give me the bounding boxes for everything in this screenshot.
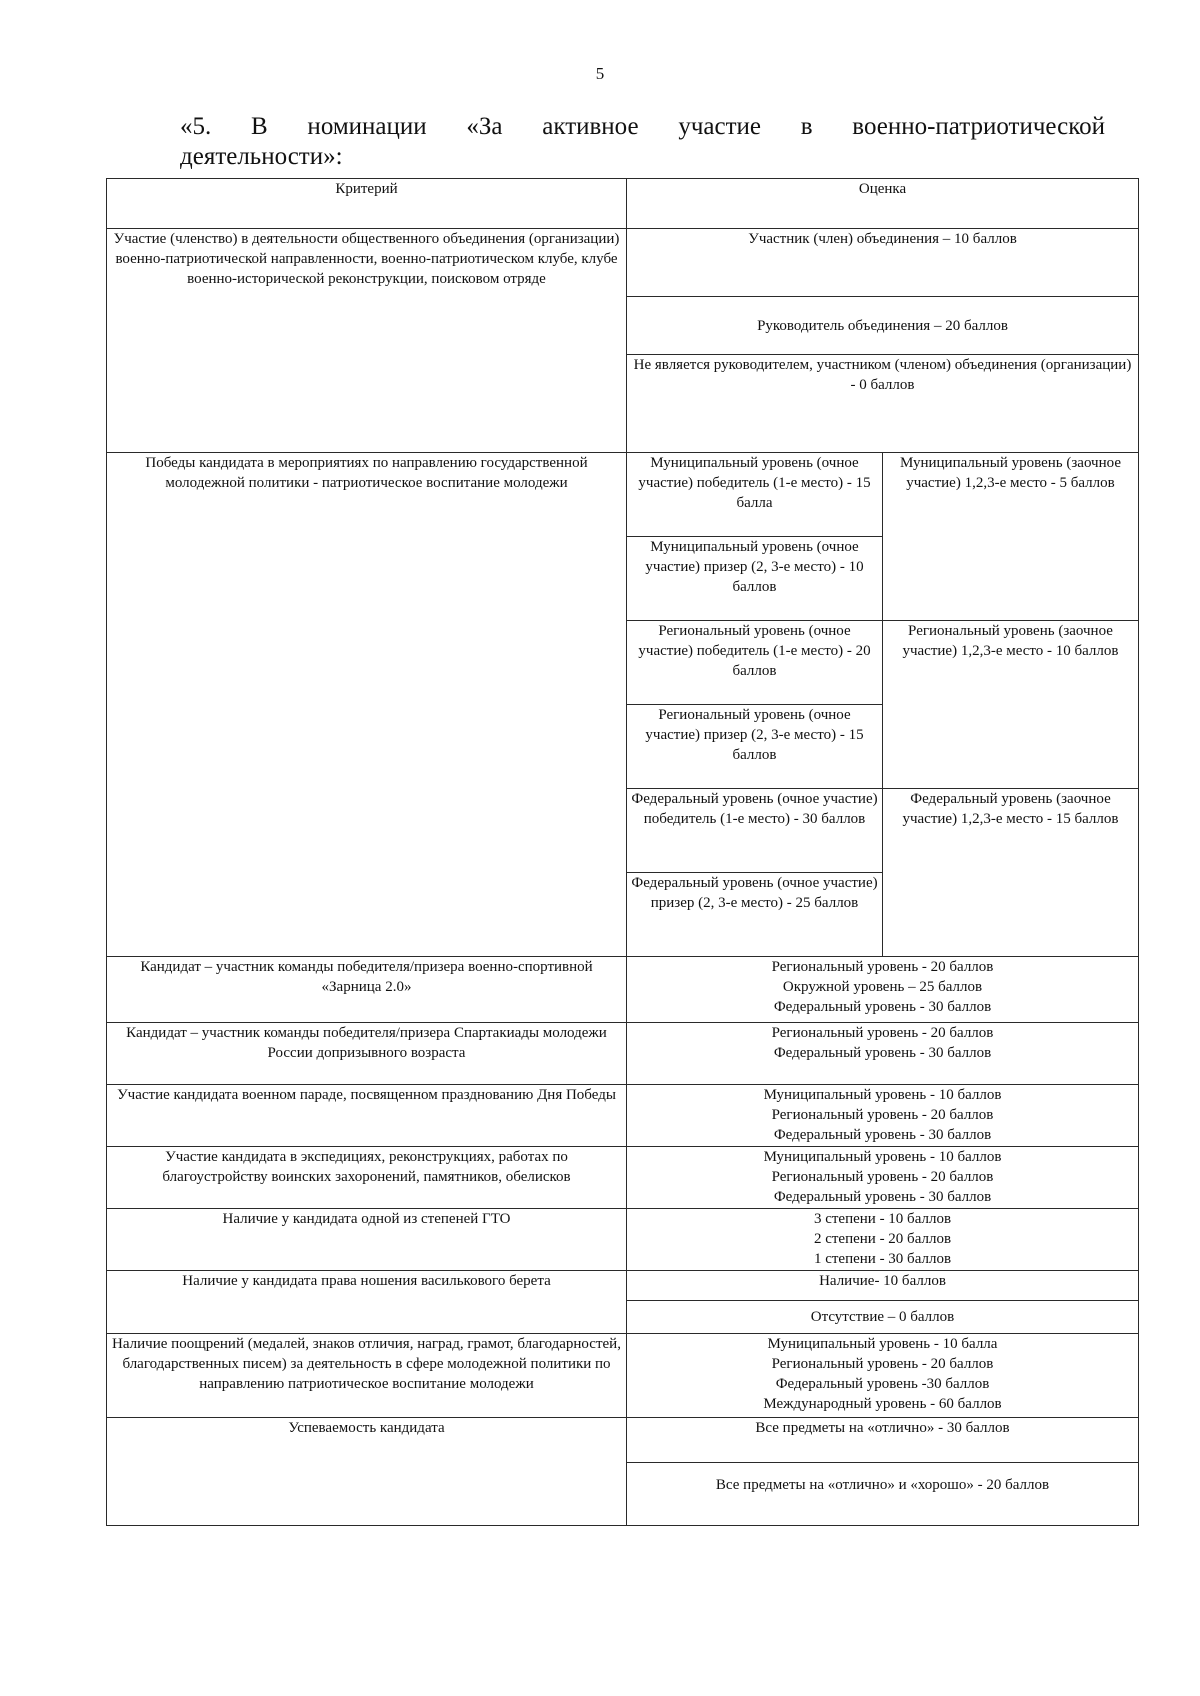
col-header-criterion: Критерий: [107, 179, 627, 229]
page-number: 5: [595, 64, 605, 83]
score-list-spartakiada: [627, 1023, 1139, 1085]
criterion-membership: Участие (членство) в деятельности общественного объединения (организации) военно-патриотической направленности, военно-патриотическом клубе, клубе военно-исторической реконструкции, поисковом отряде: [107, 229, 627, 453]
criterion-awards: Наличие поощрений (медалей, знаков отличия, наград, грамот, благодарностей, благодарственных писем) за деятельность в сфере молодежной политики по направлению патриотическое воспитание молодежи: [107, 1334, 627, 1418]
criterion-youth-policy-wins: Победы кандидата в мероприятиях по направлению государственной молодежной политики - патриотическое воспитание молодежи: [107, 453, 627, 957]
score-federal-zaochno: Федеральный уровень (заочное участие) 1,2,3-е место - 15 баллов: [883, 789, 1139, 957]
score-list-expeditions: [627, 1147, 1139, 1209]
score-line: Региональный уровень - 20 баллов: [771, 1169, 994, 1185]
score-line: Муниципальный уровень - 10 балла: [767, 1336, 998, 1352]
criteria-table: [106, 178, 1139, 1526]
score-list-zarnitsa: [627, 957, 1139, 1023]
score-line: Региональный уровень - 20 баллов: [771, 1107, 994, 1123]
score-beret-yes: Наличие- 10 баллов: [627, 1271, 1139, 1301]
score-grades-excellent: Все предметы на «отлично» - 30 баллов: [627, 1418, 1139, 1463]
criterion-parade: Участие кандидата военном параде, посвященном празднованию Дня Победы: [107, 1085, 627, 1147]
section-heading: [180, 112, 1105, 172]
score-regional-ochno-prize: Региональный уровень (очное участие) призер (2, 3-е место) - 15 баллов: [627, 705, 883, 789]
score-line: Федеральный уровень - 30 баллов: [773, 1045, 992, 1061]
criterion-beret: Наличие у кандидата права ношения василькового берета: [107, 1271, 627, 1334]
score-line: Окружной уровень – 25 баллов: [782, 979, 983, 995]
score-member: Участник (член) объединения – 10 баллов: [627, 229, 1139, 297]
score-regional-zaochno: Региональный уровень (заочное участие) 1,2,3-е место - 10 баллов: [883, 621, 1139, 789]
score-line: Федеральный уровень - 30 баллов: [773, 1189, 992, 1205]
score-regional-ochno-winner: Региональный уровень (очное участие) победитель (1-е место) - 20 баллов: [627, 621, 883, 705]
score-beret-no: Отсутствие – 0 баллов: [627, 1301, 1139, 1334]
score-line: Региональный уровень - 20 баллов: [771, 959, 994, 975]
heading-line-1: «5. В номинации «За активное участие в военно-патриотической: [180, 113, 1105, 140]
score-list-gto: [627, 1209, 1139, 1271]
criterion-gto: Наличие у кандидата одной из степеней ГТО: [107, 1209, 627, 1271]
score-grades-good: Все предметы на «отлично» и «хорошо» - 20 баллов: [627, 1463, 1139, 1526]
score-line: Региональный уровень - 20 баллов: [771, 1025, 994, 1041]
score-line: Муниципальный уровень - 10 баллов: [763, 1087, 1002, 1103]
score-line: Муниципальный уровень - 10 баллов: [763, 1149, 1002, 1165]
score-municipal-ochno-prize: Муниципальный уровень (очное участие) призер (2, 3-е место) - 10 баллов: [627, 537, 883, 621]
score-line: 2 степени - 20 баллов: [813, 1231, 952, 1247]
criterion-expeditions: Участие кандидата в экспедициях, реконструкциях, работах по благоустройству воинских захоронений, памятников, обелисков: [107, 1147, 627, 1209]
score-list-parade: [627, 1085, 1139, 1147]
criterion-spartakiada: Кандидат – участник команды победителя/призера Спартакиады молодежи России допризывного возраста: [107, 1023, 627, 1085]
criterion-grades: Успеваемость кандидата: [107, 1418, 627, 1526]
score-municipal-ochno-winner: Муниципальный уровень (очное участие) победитель (1-е место) - 15 балла: [627, 453, 883, 537]
col-header-score: Оценка: [627, 179, 1139, 229]
score-line: Региональный уровень - 20 баллов: [771, 1356, 994, 1372]
score-federal-ochno-prize: Федеральный уровень (очное участие) призер (2, 3-е место) - 25 баллов: [627, 873, 883, 957]
score-line: 1 степени - 30 баллов: [813, 1251, 952, 1267]
score-line: Международный уровень - 60 баллов: [763, 1396, 1002, 1412]
score-not-member: Не является руководителем, участником (членом) объединения (организации) - 0 баллов: [627, 355, 1139, 453]
criterion-zarnitsa: Кандидат – участник команды победителя/призера военно-спортивной «Зарница 2.0»: [107, 957, 627, 1023]
score-line: Федеральный уровень - 30 баллов: [773, 1127, 992, 1143]
score-line: Федеральный уровень - 30 баллов: [773, 999, 992, 1015]
score-municipal-zaochno: Муниципальный уровень (заочное участие) 1,2,3-е место - 5 баллов: [883, 453, 1139, 621]
score-line: 3 степени - 10 баллов: [813, 1211, 952, 1227]
heading-line-2: деятельности»:: [180, 143, 343, 170]
score-list-awards: [627, 1334, 1139, 1418]
score-federal-ochno-winner: Федеральный уровень (очное участие) победитель (1-е место) - 30 баллов: [627, 789, 883, 873]
score-line: Федеральный уровень -30 баллов: [775, 1376, 990, 1392]
score-leader: Руководитель объединения – 20 баллов: [627, 297, 1139, 355]
